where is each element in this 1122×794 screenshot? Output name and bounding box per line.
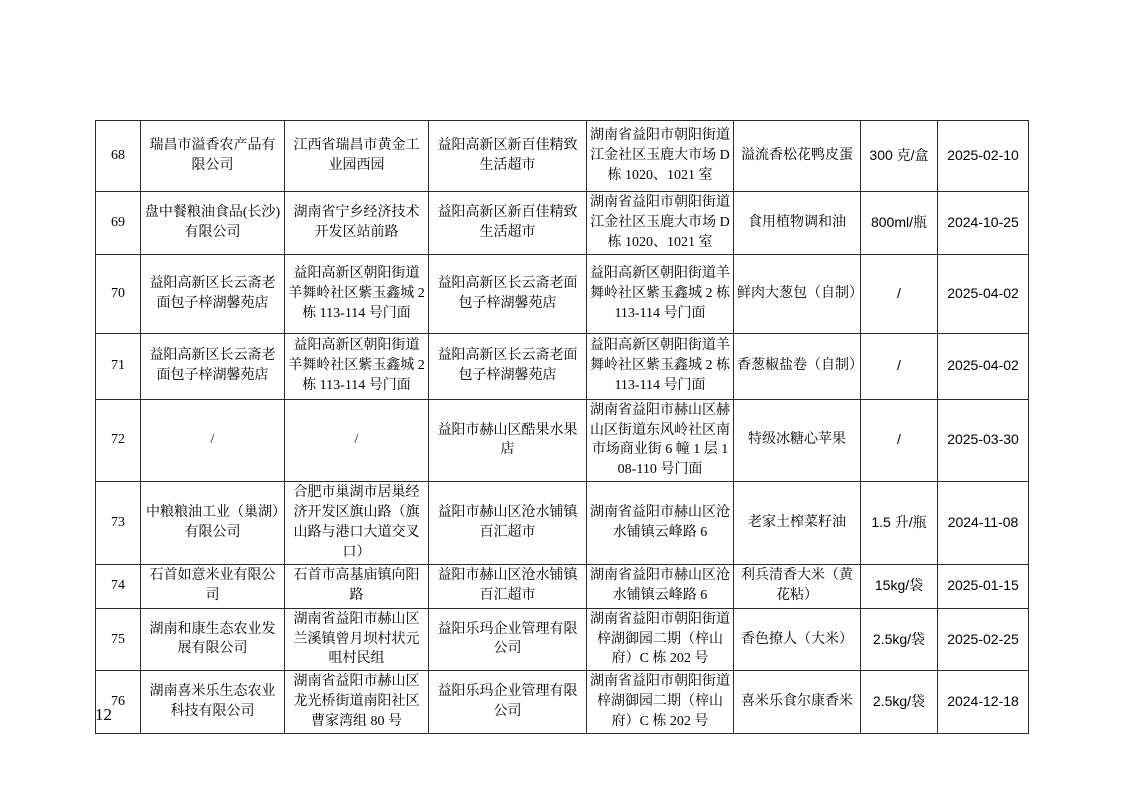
cell-date: 2025-02-25 [938, 608, 1029, 671]
cell-spec: 800ml/瓶 [861, 192, 938, 255]
cell-producer-name: 盘中餐粮油食品(长沙)有限公司 [141, 192, 285, 255]
cell-seq: 70 [96, 254, 141, 333]
table-row [96, 192, 1029, 255]
cell-food-name: 老家土榨菜籽油 [734, 482, 861, 565]
cell-producer-name: 中粮粮油工业（巢湖）有限公司 [141, 482, 285, 565]
cell-date: 2025-01-15 [938, 564, 1029, 608]
cell-producer-address: / [285, 399, 429, 482]
cell-seq: 74 [96, 564, 141, 608]
cell-food-name: 喜米乐食尔康香米 [734, 671, 861, 734]
cell-spec: / [861, 333, 938, 399]
cell-producer-address: 湖南省宁乡经济技术开发区站前路 [285, 192, 429, 255]
cell-producer-name: 石首如意米业有限公司 [141, 564, 285, 608]
cell-date: 2024-10-25 [938, 192, 1029, 255]
cell-producer-name: 湖南和康生态农业发展有限公司 [141, 608, 285, 671]
cell-food-name: 溢流香松花鸭皮蛋 [734, 121, 861, 192]
cell-seq: 72 [96, 399, 141, 482]
cell-sampled-unit-address: 湖南省益阳市朝阳街道江金社区玉鹿大市场 D 栋 1020、1021 室 [587, 121, 734, 192]
cell-seq: 75 [96, 608, 141, 671]
cell-producer-name: 益阳高新区长云斋老面包子梓湖馨苑店 [141, 333, 285, 399]
cell-producer-name: 瑞昌市溢香农产品有限公司 [141, 121, 285, 192]
cell-sampled-unit-name: 益阳乐玛企业管理有限公司 [429, 671, 587, 734]
table-row [96, 333, 1029, 399]
cell-food-name: 食用植物调和油 [734, 192, 861, 255]
cell-sampled-unit-name: 益阳市赫山区沧水铺镇百汇超市 [429, 564, 587, 608]
page-number: 12 [95, 705, 112, 724]
cell-spec: 300 克/盒 [861, 121, 938, 192]
cell-producer-address: 益阳高新区朝阳街道羊舞岭社区紫玉鑫城 2 栋 113-114 号门面 [285, 333, 429, 399]
cell-producer-name: 湖南喜米乐生态农业科技有限公司 [141, 671, 285, 734]
sampling-results-table [95, 120, 1029, 734]
cell-producer-name: / [141, 399, 285, 482]
table-row [96, 564, 1029, 608]
cell-food-name: 特级冰糖心苹果 [734, 399, 861, 482]
cell-date: 2025-02-10 [938, 121, 1029, 192]
cell-spec: 2.5kg/袋 [861, 671, 938, 734]
cell-sampled-unit-address: 湖南省益阳市朝阳街道梓湖御园二期（梓山府）C 栋 202 号 [587, 608, 734, 671]
cell-seq: 73 [96, 482, 141, 565]
table-row [96, 482, 1029, 565]
cell-spec: 2.5kg/袋 [861, 608, 938, 671]
cell-date: 2024-11-08 [938, 482, 1029, 565]
cell-producer-address: 湖南省益阳市赫山区兰溪镇曾月坝村状元咀村民组 [285, 608, 429, 671]
cell-spec: 1.5 升/瓶 [861, 482, 938, 565]
cell-sampled-unit-address: 益阳高新区朝阳街道羊舞岭社区紫玉鑫城 2 栋 113-114 号门面 [587, 254, 734, 333]
cell-spec: 15kg/袋 [861, 564, 938, 608]
cell-seq: 68 [96, 121, 141, 192]
cell-sampled-unit-name: 益阳高新区长云斋老面包子梓湖馨苑店 [429, 254, 587, 333]
cell-food-name: 利兵清香大米（黄花粘） [734, 564, 861, 608]
cell-spec: / [861, 254, 938, 333]
cell-sampled-unit-address: 湖南省益阳市朝阳街道江金社区玉鹿大市场 D 栋 1020、1021 室 [587, 192, 734, 255]
table-row [96, 121, 1029, 192]
cell-sampled-unit-address: 益阳高新区朝阳街道羊舞岭社区紫玉鑫城 2 栋 113-114 号门面 [587, 333, 734, 399]
cell-sampled-unit-address: 湖南省益阳市赫山区沧水铺镇云峰路 6 [587, 482, 734, 565]
cell-spec: / [861, 399, 938, 482]
cell-producer-address: 石首市高基庙镇向阳路 [285, 564, 429, 608]
cell-sampled-unit-name: 益阳乐玛企业管理有限公司 [429, 608, 587, 671]
cell-date: 2025-04-02 [938, 333, 1029, 399]
cell-food-name: 香葱椒盐卷（自制） [734, 333, 861, 399]
cell-producer-name: 益阳高新区长云斋老面包子梓湖馨苑店 [141, 254, 285, 333]
cell-food-name: 香色撩人（大米） [734, 608, 861, 671]
cell-date: 2025-03-30 [938, 399, 1029, 482]
table-row [96, 399, 1029, 482]
cell-sampled-unit-address: 湖南省益阳市赫山区沧水铺镇云峰路 6 [587, 564, 734, 608]
cell-producer-address: 江西省瑞昌市黄金工业园西园 [285, 121, 429, 192]
cell-sampled-unit-name: 益阳市赫山区沧水铺镇百汇超市 [429, 482, 587, 565]
cell-sampled-unit-name: 益阳高新区长云斋老面包子梓湖馨苑店 [429, 333, 587, 399]
cell-producer-address: 益阳高新区朝阳街道羊舞岭社区紫玉鑫城 2 栋 113-114 号门面 [285, 254, 429, 333]
cell-date: 2025-04-02 [938, 254, 1029, 333]
cell-producer-address: 合肥市巢湖市居巢经济开发区旗山路（旗山路与港口大道交叉口） [285, 482, 429, 565]
cell-sampled-unit-name: 益阳高新区新百佳精致生活超市 [429, 121, 587, 192]
cell-sampled-unit-address: 湖南省益阳市赫山区赫山区街道东风岭社区南市场商业街 6 幢 1 层 108-110 号门面 [587, 399, 734, 482]
cell-food-name: 鲜肉大葱包（自制） [734, 254, 861, 333]
cell-sampled-unit-name: 益阳市赫山区酷果水果店 [429, 399, 587, 482]
cell-seq: 69 [96, 192, 141, 255]
cell-date: 2024-12-18 [938, 671, 1029, 734]
table-row [96, 254, 1029, 333]
table-row [96, 608, 1029, 671]
cell-seq: 76 [96, 671, 141, 734]
cell-sampled-unit-name: 益阳高新区新百佳精致生活超市 [429, 192, 587, 255]
cell-producer-address: 湖南省益阳市赫山区龙光桥街道南阳社区曹家湾组 80 号 [285, 671, 429, 734]
table-row [96, 671, 1029, 734]
cell-sampled-unit-address: 湖南省益阳市朝阳街道梓湖御园二期（梓山府）C 栋 202 号 [587, 671, 734, 734]
cell-seq: 71 [96, 333, 141, 399]
